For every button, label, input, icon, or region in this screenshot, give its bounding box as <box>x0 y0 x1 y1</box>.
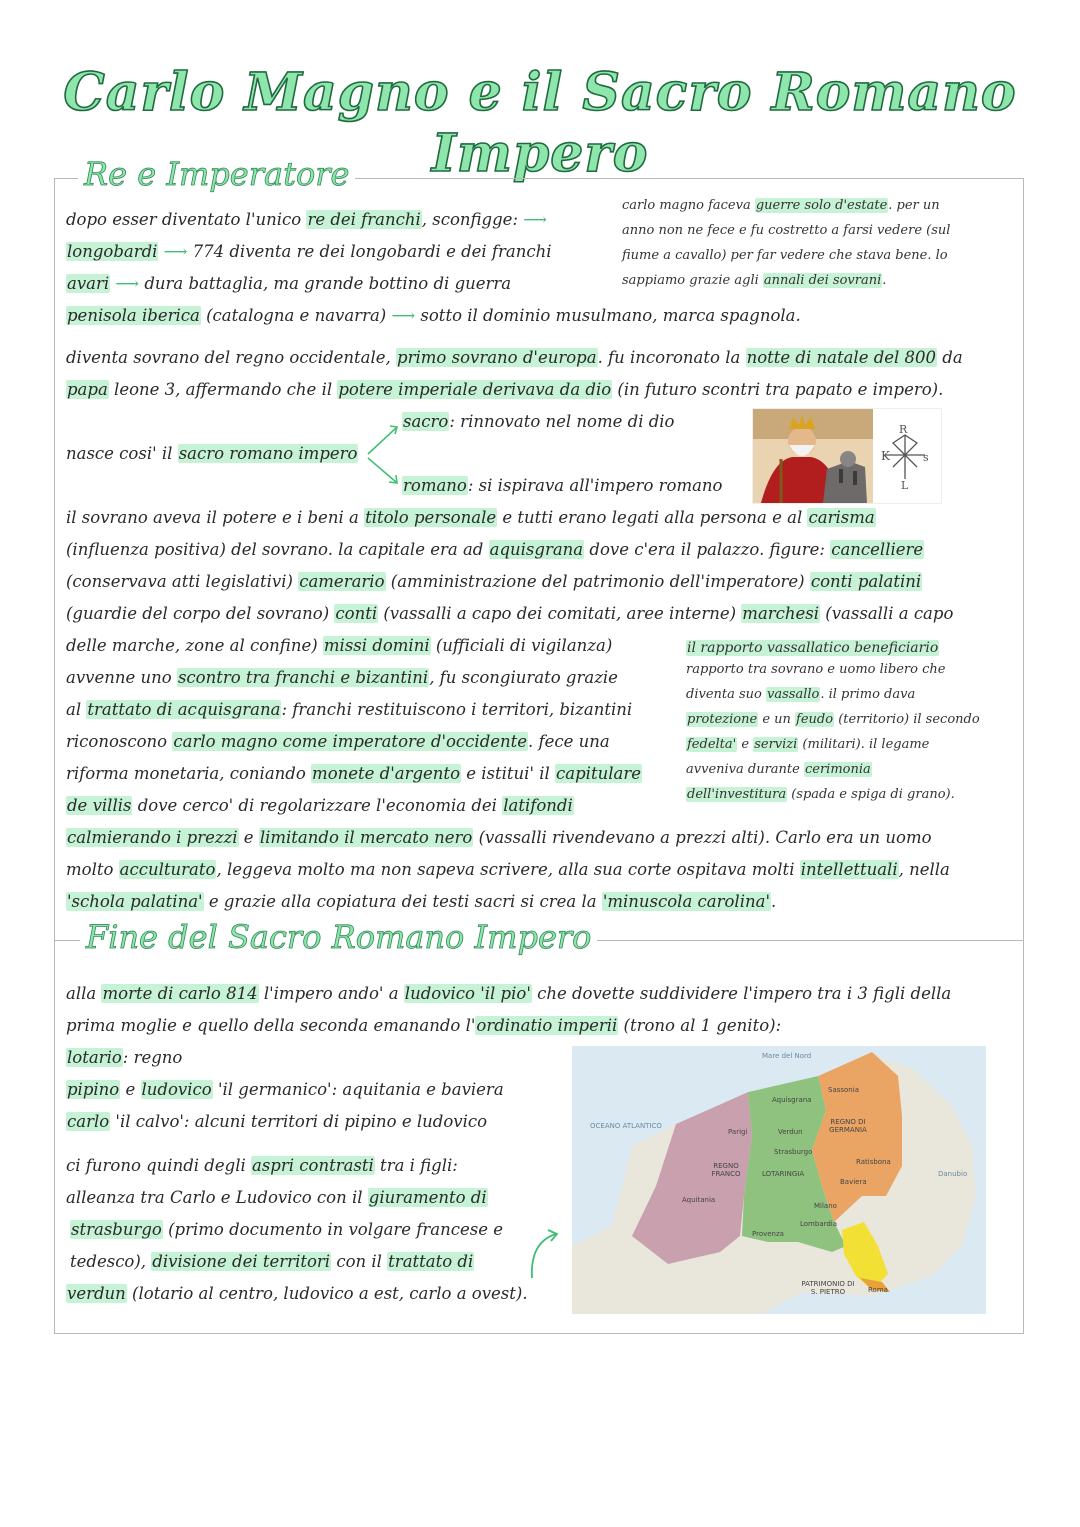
text-line: de villis dove cerco' di regolarizzare l'economia dei latifondi <box>67 796 573 815</box>
charlemagne-portrait-image <box>752 408 942 504</box>
side-note-line: fiume a cavallo) per far vedere che stava bene. lo <box>622 248 948 263</box>
text-line: alla morte di carlo 814 l'impero ando' a ludovico 'il pio' che dovette suddividere l'impero tra i 3 figli della <box>66 984 952 1003</box>
branch-arrows-icon <box>364 420 404 490</box>
side-note-line: anno non ne fece e fu costretto a farsi vedere (sul <box>622 223 951 238</box>
side-note-line: sappiamo grazie agli annali dei sovrani. <box>622 273 887 288</box>
vassal-note-line: dell'investitura (spada e spiga di grano). <box>687 787 955 802</box>
map-label-parigi: Parigi <box>728 1128 748 1136</box>
text-line: ci furono quindi degli aspri contrasti tra i figli: <box>66 1156 458 1175</box>
vassal-note-line: protezione e un feudo (territorio) il secondo <box>687 712 980 727</box>
text-line: riconoscono carlo magno come imperatore d'occidente. fece una <box>66 732 610 751</box>
map-label-oceano: OCEANO ATLANTICO <box>590 1122 662 1130</box>
map-label-regno-germania: REGNO DI GERMANIA <box>829 1118 867 1134</box>
map-label-baviera: Baviera <box>840 1178 867 1186</box>
europe-map-icon <box>572 1046 986 1314</box>
text-line: nasce cosi' il sacro romano impero <box>66 444 358 463</box>
text-line: strasburgo (primo documento in volgare francese e <box>71 1220 504 1239</box>
text-line: (influenza positiva) del sovrano. la capitale era ad aquisgrana dove c'era il palazzo. figure: cancelliere <box>66 540 924 559</box>
map-label-verdun: Verdun <box>778 1128 803 1136</box>
text-line: carlo 'il calvo': alcuni territori di pipino e ludovico <box>67 1112 488 1131</box>
text-line: romano: si ispirava all'impero romano <box>403 476 723 495</box>
text-line: alleanza tra Carlo e Ludovico con il giuramento di <box>66 1188 487 1207</box>
curved-arrow-icon <box>526 1226 562 1282</box>
text-line: il sovrano aveva il potere e i beni a titolo personale e tutti erano legati alla persona e al carisma <box>66 508 875 527</box>
text-line: calmierando i prezzi e limitando il mercato nero (vassalli rivendevano a prezzi alti). Carlo era un uomo <box>67 828 932 847</box>
text-line: diventa sovrano del regno occidentale, primo sovrano d'europa. fu incoronato la notte di natale del 800 da <box>66 348 963 367</box>
svg-text:s: s <box>923 451 929 464</box>
map-label-lotaringia: LOTARINGIA <box>762 1170 805 1178</box>
map-label-sassonia: Sassonia <box>828 1086 859 1094</box>
map-label-roma: Roma <box>868 1286 888 1294</box>
text-line: 'schola palatina' e grazie alla copiatura dei testi sacri si crea la 'minuscola carolina'. <box>67 892 777 911</box>
map-label-lombardia: Lombardia <box>800 1220 838 1228</box>
text-line: longobardi ⟶ 774 diventa re dei longobardi e dei franchi <box>67 242 552 261</box>
text-line: sacro: rinnovato nel nome di dio <box>403 412 675 431</box>
text-line: riforma monetaria, coniando monete d'argento e istitui' il capitulare <box>66 764 641 783</box>
page-title: Carlo Magno e il Sacro Romano Impero <box>63 62 1017 184</box>
section-heading-fine-impero: Fine del Sacro Romano Impero <box>80 918 597 956</box>
text-line: delle marche, zone al confine) missi domini (ufficiali di vigilanza) <box>66 636 613 655</box>
text-line: avari ⟶ dura battaglia, ma grande bottino di guerra <box>67 274 512 293</box>
text-line: verdun (lotario al centro, ludovico a est, carlo a ovest). <box>67 1284 528 1303</box>
text-line: avvenne uno scontro tra franchi e bizantini, fu scongiurato grazie <box>66 668 618 687</box>
map-label-strasburgo: Strasburgo <box>774 1148 813 1156</box>
map-label-provenza: Provenza <box>752 1230 784 1238</box>
text-line: (guardie del corpo del sovrano) conti (vassalli a capo dei comitati, aree interne) marchesi (vassalli a capo <box>66 604 954 623</box>
svg-text:R: R <box>899 423 908 436</box>
text-line: molto acculturato, leggeva molto ma non sapeva scrivere, alla sua corte ospitava molti intellettuali, nella <box>66 860 950 879</box>
text-line: papa leone 3, affermando che il potere imperiale derivava da dio (in futuro scontri tra papato e impero). <box>67 380 944 399</box>
map-label-aquitania: Aquitania <box>682 1196 716 1204</box>
map-label-mare-nord: Mare del Nord <box>762 1052 812 1060</box>
verdun-treaty-map <box>572 1046 986 1314</box>
vassal-note-line: rapporto tra sovrano e uomo libero che <box>686 662 946 677</box>
text-line: lotario: regno <box>67 1048 183 1067</box>
map-label-patrimonio: PATRIMONIO DI S. PIETRO <box>801 1280 855 1296</box>
map-label-danubio: Danubio <box>938 1170 968 1178</box>
map-label-milano: Milano <box>814 1202 837 1210</box>
svg-text:K: K <box>881 449 890 463</box>
text-line: al trattato di acquisgrana: franchi restituiscono i territori, bizantini <box>66 700 633 719</box>
charlemagne-portrait-icon <box>753 409 941 503</box>
map-label-aquisgrana: Aquisgrana <box>772 1096 812 1104</box>
text-line: tedesco), divisione dei territori con il trattato di <box>70 1252 474 1271</box>
text-line: (conservava atti legislativi) camerario (amministrazione del patrimonio dell'imperatore) conti palatini <box>66 572 922 591</box>
svg-text:L: L <box>901 479 909 492</box>
map-label-ratisbona: Ratisbona <box>856 1158 891 1166</box>
map-label-regno-franco: REGNO FRANCO <box>711 1162 741 1178</box>
section-heading-re-imperatore: Re e Imperatore <box>78 155 355 193</box>
text-line: penisola iberica (catalogna e navarra) ⟶ sotto il dominio musulmano, marca spagnola. <box>67 306 801 325</box>
text-line: pipino e ludovico 'il germanico': aquitania e baviera <box>67 1080 504 1099</box>
vassal-note-line: avveniva durante cerimonia <box>686 762 871 777</box>
text-line: dopo esser diventato l'unico re dei franchi, sconfigge: ⟶ <box>66 210 547 229</box>
text-line: prima moglie e quello della seconda emanando l'ordinatio imperii (trono al 1 genito): <box>66 1016 782 1035</box>
vassal-note-line: fedelta' e servizi (militari). il legame <box>687 737 930 752</box>
vassal-note-line: diventa suo vassallo. il primo dava <box>686 687 916 702</box>
vassal-note-title: il rapporto vassallatico beneficiario <box>687 640 939 656</box>
side-note-line: carlo magno faceva guerre solo d'estate. per un <box>622 198 940 213</box>
